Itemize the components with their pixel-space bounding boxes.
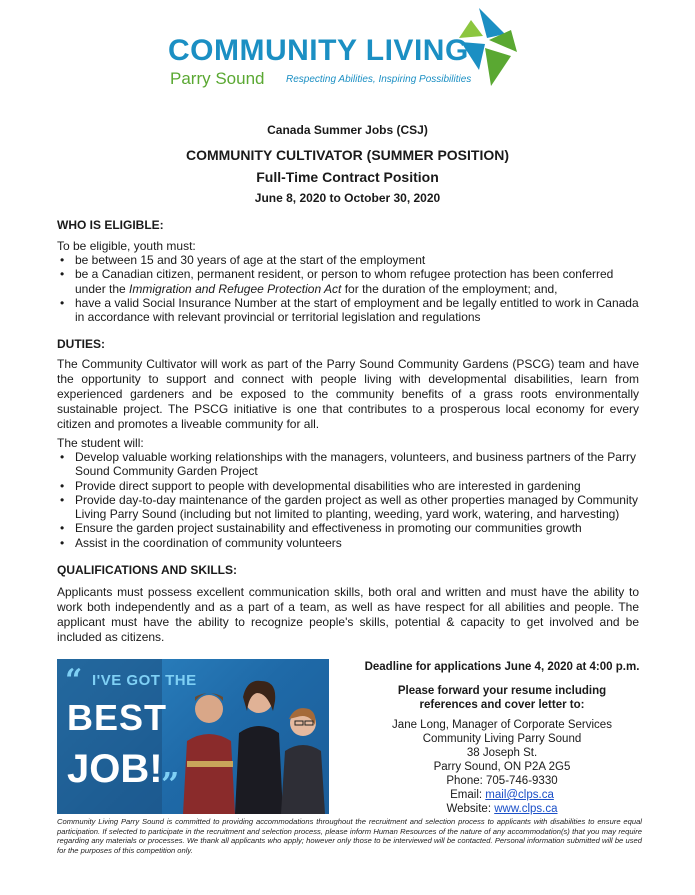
contact-name: Jane Long, Manager of Corporate Services [392,719,612,731]
qualifications-heading: QUALIFICATIONS AND SKILLS: [57,563,237,577]
open-quote-icon: “ [65,663,83,698]
contract-type: Full-Time Contract Position [256,169,439,185]
forward-line-1: Please forward your resume including [397,685,607,697]
list-item: • Assist in the coordination of community volunteers [60,535,342,550]
duties-list [57,450,642,550]
list-item: • Provide day-to-day maintenance of the garden project as well as other properties managed by Community Living Parry Sound (including but not limited to planting, weeding, yard work, watering, and harvesting) [60,492,638,522]
website-link[interactable]: www.clps.ca [494,803,558,815]
forward-line-2: references and cover letter to: [419,699,585,711]
people-photo-icon [177,671,327,814]
duties-paragraph: The Community Cultivator will work as part of the Parry Sound Community Gardens (PSCG) team and have the opportunity to support and connect with people living with developmental disabilities, learn from experienced gardeners and be exposed to the community benefits of a grass roots environmentally sustainable project. The PSCG initiative is one that contributes to a prosperous local economy for every citizen and promotes a liveable community for all. [57,357,639,431]
eligible-intro: To be eligible, youth must: [57,239,196,253]
contract-dates: June 8, 2020 to October 30, 2020 [254,191,441,205]
duties-intro: The student will: [57,436,144,450]
contact-email-line: Email: mail@clps.ca [450,789,554,801]
act-name: Immigration and Refugee Protection Act [129,281,342,296]
qualifications-paragraph: Applicants must possess excellent communication skills, both oral and written and must have the ability to work both independently and as a part of a team, as well as have respect for all abilities and people. The applicant must have the ability to recognize people's skills, potential & capacity to get involved and be included as citizens. [57,585,639,644]
promo-line-2: BEST [67,697,168,738]
list-item: • Provide direct support to people with developmental disabilities who are interested in gardening [60,478,581,493]
job-title: COMMUNITY CULTIVATOR (SUMMER POSITION) [185,147,510,163]
list-item: • Develop valuable working relationships with the managers, volunteers, and business partners of the Parry Sound Community Garden Project [60,450,636,479]
contact-city: Parry Sound, ON P2A 2G5 [433,761,571,773]
deadline-text: Deadline for applications June 4, 2020 at 4:00 p.m. [364,661,640,673]
list-item: • Ensure the garden project sustainability and effectiveness in promoting our communities growth [60,521,582,536]
logo-tagline: Respecting Abilities, Inspiring Possibilities [286,74,472,85]
list-item: • be between 15 and 30 years of age at the start of the employment [60,253,426,267]
program-name: Canada Summer Jobs (CSJ) [267,123,428,137]
duties-heading: DUTIES: [57,337,105,351]
promo-line-1: I'VE GOT THE [92,672,197,689]
logo-title: COMMUNITY LIVING [168,34,469,67]
organization-logo [168,6,538,91]
email-link[interactable]: mail@clps.ca [485,789,554,801]
accommodation-disclaimer: Community Living Parry Sound is committed to providing accommodations throughout the recruitment and selection process to applicants with disabilities to ensure equal participation. If selected to participate in the recruitment and selection process, please inform Human Resources of the nature of any accommodation(s) that you may require regarding any materials or processes. We thank all applicants who apply; however only those to be interviewed will be contacted. Personal information submitted will be used for the purposes of this competition only. [57,817,642,855]
contact-phone: Phone: 705-746-9330 [446,775,558,787]
list-item: • have a valid Social Insurance Number at the start of employment and be legally entitled to work in Canada in accordance with relevant provincial or territorial legislation and regulations [60,295,639,325]
close-quote-icon: ” [161,765,180,803]
contact-website-line: Website: www.clps.ca [446,803,558,815]
contact-street: 38 Joseph St. [466,747,538,759]
list-item: • be a Canadian citizen, permanent resident, or person to whom refugee protection has been conferred under the Immigration and Refugee Protection Act for the duration of the employment; and, [60,267,614,296]
eligible-list [57,253,642,324]
promo-image [57,659,329,814]
eligible-heading: WHO IS ELIGIBLE: [57,218,164,232]
contact-organization: Community Living Parry Sound [422,733,582,745]
logo-subtitle: Parry Sound [170,69,265,88]
promo-line-3: JOB! [67,747,163,791]
